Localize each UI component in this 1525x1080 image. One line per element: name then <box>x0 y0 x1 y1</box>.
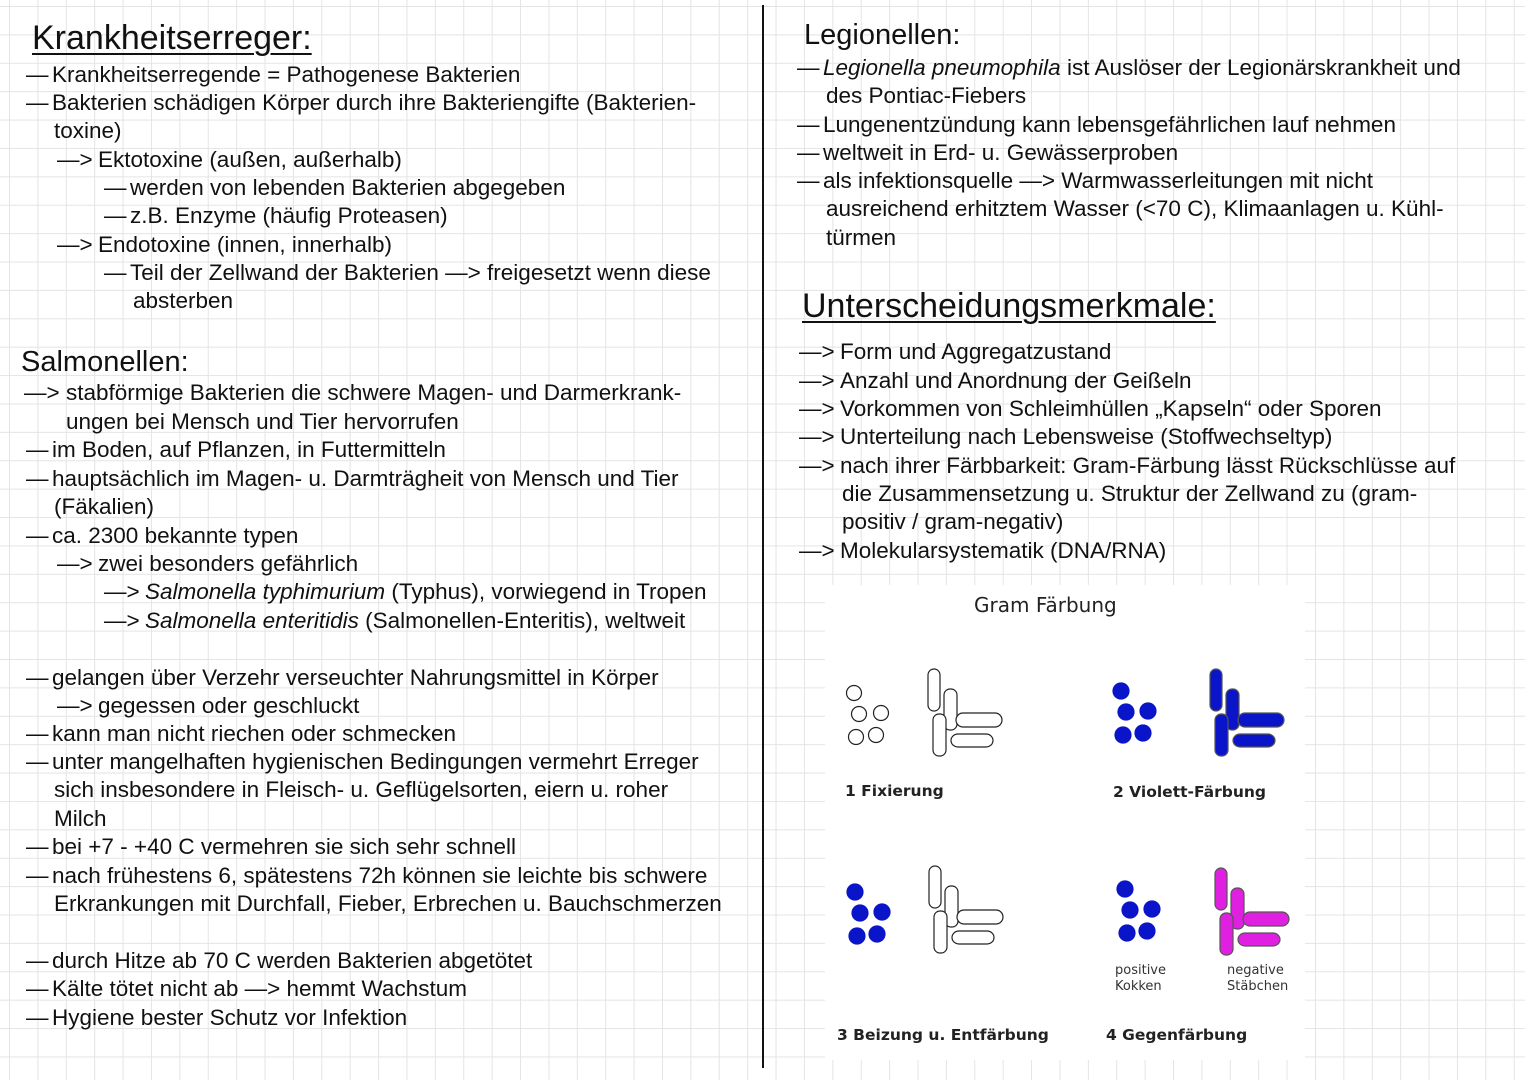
coccus-cell <box>874 904 890 920</box>
note-line <box>52 1004 407 1032</box>
bullet-arrow: —> <box>57 232 93 257</box>
coccus-cell <box>874 706 889 721</box>
rod-cell <box>1215 868 1227 910</box>
label-line: Stäbchen <box>1227 979 1289 994</box>
note-line <box>823 167 1373 195</box>
note-line <box>842 508 1063 536</box>
text-segment: Form und Aggregatzustand <box>840 339 1112 364</box>
coccus-cell <box>1135 725 1151 741</box>
heading-legionellen: Legionellen: <box>804 19 961 51</box>
note-line <box>840 423 1332 451</box>
text-segment: unter mangelhaften hygienischen Bedingungen vermehrt Erreger <box>52 749 699 774</box>
note-line <box>840 395 1382 423</box>
rod-cell <box>1243 912 1289 926</box>
bullet-dash: — <box>26 1005 49 1030</box>
bullet-dash: — <box>26 834 49 859</box>
note-line <box>66 408 459 436</box>
note-line <box>840 338 1111 366</box>
text-segment: stabförmige Bakterien die schwere Magen- und Darmerkrank- <box>66 380 682 405</box>
note-line <box>130 259 711 287</box>
note-line <box>52 465 679 493</box>
note-line <box>52 720 456 748</box>
bullet-arrow: —> <box>799 368 835 393</box>
bullet-arrow: —> <box>799 424 835 449</box>
bullet-dash: — <box>104 175 127 200</box>
bullet-arrow: —> <box>104 608 140 633</box>
note-line <box>130 202 448 230</box>
text-segment: ist Auslöser der Legionärskrankheit und <box>1060 55 1461 80</box>
bullet-arrow: —> <box>57 551 93 576</box>
rod-cell <box>1215 714 1228 756</box>
text-segment: Ektotoxine (außen, außerhalb) <box>98 147 402 172</box>
note-line <box>52 664 659 692</box>
text-segment: Erkrankungen mit Durchfall, Fieber, Erbrechen u. Bauchschmerzen <box>54 891 722 916</box>
note-line <box>52 89 696 117</box>
species-name: Salmonella typhimurium <box>145 579 386 604</box>
note-line <box>98 231 392 259</box>
rod-cell <box>1238 933 1280 946</box>
coccus-cell <box>847 686 862 701</box>
note-line <box>840 537 1166 565</box>
species-name: Legionella pneumophila <box>823 55 1061 80</box>
text-segment: nach ihrer Färbbarkeit: Gram-Färbung lässt Rückschlüsse auf <box>840 453 1456 478</box>
bullet-dash: — <box>797 55 820 80</box>
bullet-arrow: —> <box>799 339 835 364</box>
bullet-dash: — <box>797 140 820 165</box>
coccus-cell <box>1122 902 1138 918</box>
heading-krankheitserreger: Krankheitserreger: <box>32 19 312 57</box>
coccus-cell <box>1140 703 1156 719</box>
coccus-cell <box>1139 923 1155 939</box>
text-segment: (Typhus), vorwiegend in Tropen <box>385 579 707 604</box>
note-line <box>52 748 699 776</box>
text-segment: werden von lebenden Bakterien abgegeben <box>130 175 566 200</box>
gram-staining-diagram <box>825 585 1305 1060</box>
bullet-arrow: —> <box>799 538 835 563</box>
heading-unterscheidungsmerkmale: Unterscheidungsmerkmale: <box>802 287 1216 325</box>
coccus-cell <box>1118 704 1134 720</box>
note-line <box>840 367 1192 395</box>
rod-cell <box>1238 713 1284 727</box>
note-line <box>52 522 298 550</box>
bullet-dash: — <box>104 203 127 228</box>
coccus-cell <box>1117 881 1133 897</box>
note-line <box>54 890 722 918</box>
text-segment: (Salmonellen-Enteritis), weltweit <box>358 608 686 633</box>
label-line: positive <box>1115 963 1166 978</box>
coccus-cell <box>1115 727 1131 743</box>
text-segment: bei +7 - +40 C vermehren sie sich sehr schnell <box>52 834 516 859</box>
text-segment: nach frühestens 6, spätestens 72h können sie leichte bis schwere <box>52 863 708 888</box>
rod-cell <box>934 911 947 953</box>
rod-cell <box>1220 913 1233 955</box>
note-line <box>52 975 467 1003</box>
coccus-cell <box>849 730 864 745</box>
bullet-arrow: —> <box>57 147 93 172</box>
text-segment: des Pontiac-Fiebers <box>826 83 1027 108</box>
note-line <box>826 82 1026 110</box>
text-segment: Teil der Zellwand der Bakterien —> freigesetzt wenn diese <box>130 260 711 285</box>
text-segment: Vorkommen von Schleimhüllen „Kapseln“ oder Sporen <box>840 396 1382 421</box>
note-line <box>52 833 516 861</box>
bullet-arrow: —> <box>799 396 835 421</box>
text-segment: zwei besonders gefährlich <box>98 551 359 576</box>
coccus-cell <box>847 884 863 900</box>
coccus-cell <box>852 905 868 921</box>
text-segment: Anzahl und Anordnung der Geißeln <box>840 368 1192 393</box>
note-line <box>54 117 122 145</box>
note-line <box>145 607 685 635</box>
text-segment: ausreichend erhitztem Wasser (<70 C), Klimaanlagen u. Kühl- <box>826 196 1444 221</box>
note-line <box>145 578 707 606</box>
rod-cell <box>1233 734 1275 747</box>
text-segment: gelangen über Verzehr verseuchter Nahrungsmittel in Körper <box>52 665 659 690</box>
note-line <box>66 379 681 407</box>
text-segment: weltweit in Erd- u. Gewässerproben <box>823 140 1179 165</box>
note-line <box>133 287 233 315</box>
bullet-dash: — <box>26 976 49 1001</box>
text-segment: Milch <box>54 806 107 831</box>
positive-cocci-label <box>1115 963 1166 995</box>
bullet-dash: — <box>797 112 820 137</box>
rod-cell <box>933 714 946 756</box>
coccus-cell <box>852 707 867 722</box>
bullet-dash: — <box>26 62 49 87</box>
text-segment: als infektionsquelle —> Warmwasserleitungen mit nicht <box>823 168 1374 193</box>
text-segment: Unterteilung nach Lebensweise (Stoffwechseltyp) <box>840 424 1333 449</box>
text-segment: Hygiene bester Schutz vor Infektion <box>52 1005 408 1030</box>
rod-cell <box>929 866 941 908</box>
bullet-dash: — <box>26 466 49 491</box>
step-1-label: 1 Fixierung <box>845 782 944 800</box>
text-segment: Krankheitserregende = Pathogenese Bakterien <box>52 62 521 87</box>
bullet-dash: — <box>26 749 49 774</box>
text-segment: Lungenentzündung kann lebensgefährlichen lauf nehmen <box>823 112 1396 137</box>
text-segment: Bakterien schädigen Körper durch ihre Bakteriengifte (Bakterien- <box>52 90 697 115</box>
bullet-dash: — <box>26 523 49 548</box>
text-segment: im Boden, auf Pflanzen, in Futtermitteln <box>52 437 446 462</box>
note-line <box>52 862 707 890</box>
note-line <box>130 174 565 202</box>
note-line <box>823 111 1396 139</box>
coccus-cell <box>869 926 885 942</box>
coccus-cell <box>869 728 884 743</box>
text-segment: (Fäkalien) <box>54 494 155 519</box>
text-segment: Molekularsystematik (DNA/RNA) <box>840 538 1167 563</box>
note-line <box>52 436 446 464</box>
text-segment: positiv / gram-negativ) <box>842 509 1064 534</box>
bullet-arrow: —> <box>799 453 835 478</box>
text-segment: z.B. Enzyme (häufig Proteasen) <box>130 203 448 228</box>
text-segment: gegessen oder geschluckt <box>98 693 360 718</box>
coccus-cell <box>849 928 865 944</box>
negative-rods-label <box>1227 963 1288 995</box>
note-line <box>826 224 896 252</box>
text-segment: toxine) <box>54 118 122 143</box>
species-name: Salmonella enteritidis <box>145 608 359 633</box>
text-segment: absterben <box>133 288 234 313</box>
text-segment: durch Hitze ab 70 C werden Bakterien abgetötet <box>52 948 533 973</box>
text-segment: ca. 2300 bekannte typen <box>52 523 299 548</box>
bullet-arrow: —> <box>57 693 93 718</box>
column-divider <box>762 5 764 1068</box>
heading-salmonellen: Salmonellen: <box>21 346 189 378</box>
bullet-dash: — <box>26 721 49 746</box>
step-3-label: 3 Beizung u. Entfärbung <box>837 1026 1049 1044</box>
coccus-cell <box>1119 925 1135 941</box>
bullet-dash: — <box>797 168 820 193</box>
bullet-arrow: —> <box>24 380 60 405</box>
bullet-dash: — <box>26 665 49 690</box>
text-segment: kann man nicht riechen oder schmecken <box>52 721 456 746</box>
rod-cell <box>952 931 994 944</box>
text-segment: türmen <box>826 225 897 250</box>
step-2-label: 2 Violett-Färbung <box>1113 783 1266 801</box>
diagram-title: Gram Färbung <box>974 593 1117 617</box>
label-line: Kokken <box>1115 979 1162 994</box>
rod-cell <box>956 713 1002 727</box>
text-segment: ungen bei Mensch und Tier hervorrufen <box>66 409 459 434</box>
note-line <box>842 480 1417 508</box>
text-segment: sich insbesondere in Fleisch- u. Geflügelsorten, eiern u. roher <box>54 777 669 802</box>
note-line <box>98 692 359 720</box>
note-line <box>54 805 107 833</box>
rod-cell <box>1210 669 1222 711</box>
note-line <box>98 146 402 174</box>
rod-cell <box>928 669 940 711</box>
note-line <box>823 54 1461 82</box>
bullet-dash: — <box>26 90 49 115</box>
text-segment: Kälte tötet nicht ab —> hemmt Wachstum <box>52 976 467 1001</box>
rod-cell <box>951 734 993 747</box>
note-line <box>840 452 1455 480</box>
rod-cell <box>957 910 1003 924</box>
bullet-dash: — <box>26 948 49 973</box>
note-line <box>826 195 1444 223</box>
step-4-label: 4 Gegenfärbung <box>1106 1026 1248 1044</box>
label-line: negative <box>1227 963 1284 978</box>
text-segment: Endotoxine (innen, innerhalb) <box>98 232 392 257</box>
coccus-cell <box>1144 901 1160 917</box>
text-segment: hauptsächlich im Magen- u. Darmträgheit von Mensch und Tier <box>52 466 679 491</box>
text-segment: die Zusammensetzung u. Struktur der Zellwand zu (gram- <box>842 481 1418 506</box>
note-line <box>98 550 358 578</box>
bullet-dash: — <box>26 863 49 888</box>
note-line <box>52 61 520 89</box>
bullet-dash: — <box>26 437 49 462</box>
bullet-arrow: —> <box>104 579 140 604</box>
coccus-cell <box>1113 683 1129 699</box>
note-line <box>823 139 1178 167</box>
note-line <box>54 776 668 804</box>
note-line <box>54 493 154 521</box>
note-line <box>52 947 532 975</box>
bullet-dash: — <box>104 260 127 285</box>
